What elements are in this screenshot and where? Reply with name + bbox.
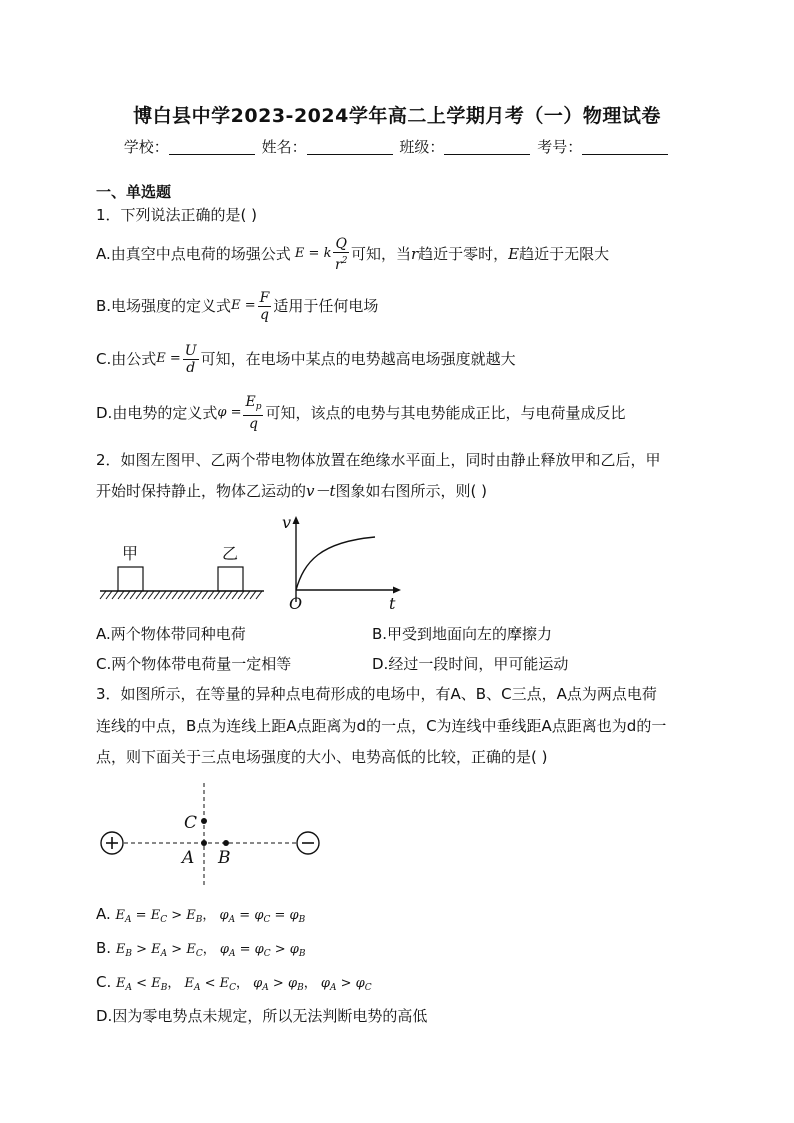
point-c <box>201 818 207 824</box>
q3-stem-line1: 3．如图所示，在等量的异种点电荷形成的电场中，有A、B、C三点，A点为两点电荷 <box>96 685 657 703</box>
option-a-relation: $E_A = E_C > E_B$， $\varphi_A = \varphi_C = \varphi_B$ <box>115 908 306 925</box>
class-label: 班级： <box>399 138 445 156</box>
q2-blocks-figure <box>96 535 271 607</box>
point-b <box>223 840 229 846</box>
number-blank <box>582 140 668 155</box>
name-blank <box>307 140 393 155</box>
q3-dipole-figure <box>96 779 326 891</box>
school-label: 学校： <box>123 138 169 156</box>
axis-label-t: t <box>389 594 396 613</box>
q2-stem-line1: 2．如图左图甲、乙两个带电物体放置在绝缘水平面上，同时由静止释放甲和乙后，甲 <box>96 451 661 469</box>
block-yi <box>218 567 243 591</box>
q2-option-c: C.两个物体带电荷量一定相等 <box>96 655 292 673</box>
q3-option-c: C. $E_A < E_B$， $E_A < E_C$， $\varphi_A > \varphi_B$， $\varphi_A > \varphi_C$ <box>96 973 372 993</box>
formula-fraction: $\frac{Q}{r^2}$ <box>335 235 348 273</box>
q2-option-d: D.经过一段时间，甲可能运动 <box>372 655 569 673</box>
section-heading: 一、单选题 <box>96 183 172 201</box>
velocity-curve <box>296 537 375 590</box>
q3-option-d: D.因为零电势点未规定，所以无法判断电势的高低 <box>96 1007 428 1025</box>
option-c-relation: $E_A < E_B$， $E_A < E_C$， $\varphi_A > \varphi_B$， $\varphi_A > \varphi_C$ <box>116 976 372 993</box>
q3-option-a: A. $E_A = E_C > E_B$， $\varphi_A = \varphi_C = \varphi_B$ <box>96 905 306 925</box>
name-label: 姓名： <box>261 138 307 156</box>
q1-option-a: A.由真空中点电荷的场强公式 E = k $\frac{Q}{r^2}$ 可知，当 r 趋近于零时， E 趋近于无限大 <box>96 235 610 273</box>
option-b-relation: $E_B > E_A > E_C$， $\varphi_A = \varphi_C > \varphi_B$ <box>115 942 306 959</box>
coulomb-field-formula: E = k <box>294 246 332 261</box>
q2-vt-graph <box>280 512 405 614</box>
q2-stem-line2: 开始时保持静止，物体乙运动的v－t图象如右图所示，则( ) <box>96 482 488 500</box>
label-c: C <box>184 813 198 833</box>
q2-option-b: B.甲受到地面向左的摩擦力 <box>372 625 553 643</box>
potential-definition-formula: φ = <box>217 405 242 420</box>
label-b: B <box>218 848 231 868</box>
v-axis-arrow <box>293 516 300 524</box>
q1-option-d: D.由电势的定义式 φ = $\frac{E_p}{q}$ 可知，该点的电势与其电势能成正比，与电荷量成反比 <box>96 394 626 432</box>
label-yi: 乙 <box>221 544 239 563</box>
page-title: 博白县中学2023-2024学年高二上学期月考（一）物理试卷 <box>133 105 661 127</box>
q3-stem-line3: 点，则下面关于三点电场强度的大小、电势高低的比较，正确的是( ) <box>96 748 548 766</box>
uniform-field-formula: E = <box>156 351 181 366</box>
q1-option-b: B.电场强度的定义式 E = $\frac{F}{q}$ 适用于任何电场 <box>96 289 379 323</box>
label-a: A <box>182 848 195 868</box>
ground-hatching <box>100 591 262 599</box>
q1-stem: 1．下列说法正确的是( ) <box>96 206 258 224</box>
student-info-line <box>0 136 794 157</box>
axis-label-v: v <box>282 513 292 532</box>
field-definition-formula: E = <box>231 298 256 313</box>
label-jia: 甲 <box>121 544 139 563</box>
number-label: 考号： <box>537 138 583 156</box>
q3-option-b: B. $E_B > E_A > E_C$， $\varphi_A = \varphi_C > \varphi_B$ <box>96 939 306 959</box>
block-jia <box>118 567 143 591</box>
q1-option-c: C.由公式 E = $\frac{U}{d}$ 可知，在电场中某点的电势越高电场强度就越大 <box>96 342 516 376</box>
point-a <box>201 840 207 846</box>
q3-stem-line2: 连线的中点，B点为连线上距A点距离为d的一点，C为连线中垂线距A点距离也为d的一 <box>96 717 667 735</box>
axis-label-o: O <box>289 594 303 613</box>
q2-option-a: A.两个物体带同种电荷 <box>96 625 246 643</box>
school-blank <box>169 140 255 155</box>
t-axis-arrow <box>393 587 401 594</box>
class-blank <box>444 140 530 155</box>
